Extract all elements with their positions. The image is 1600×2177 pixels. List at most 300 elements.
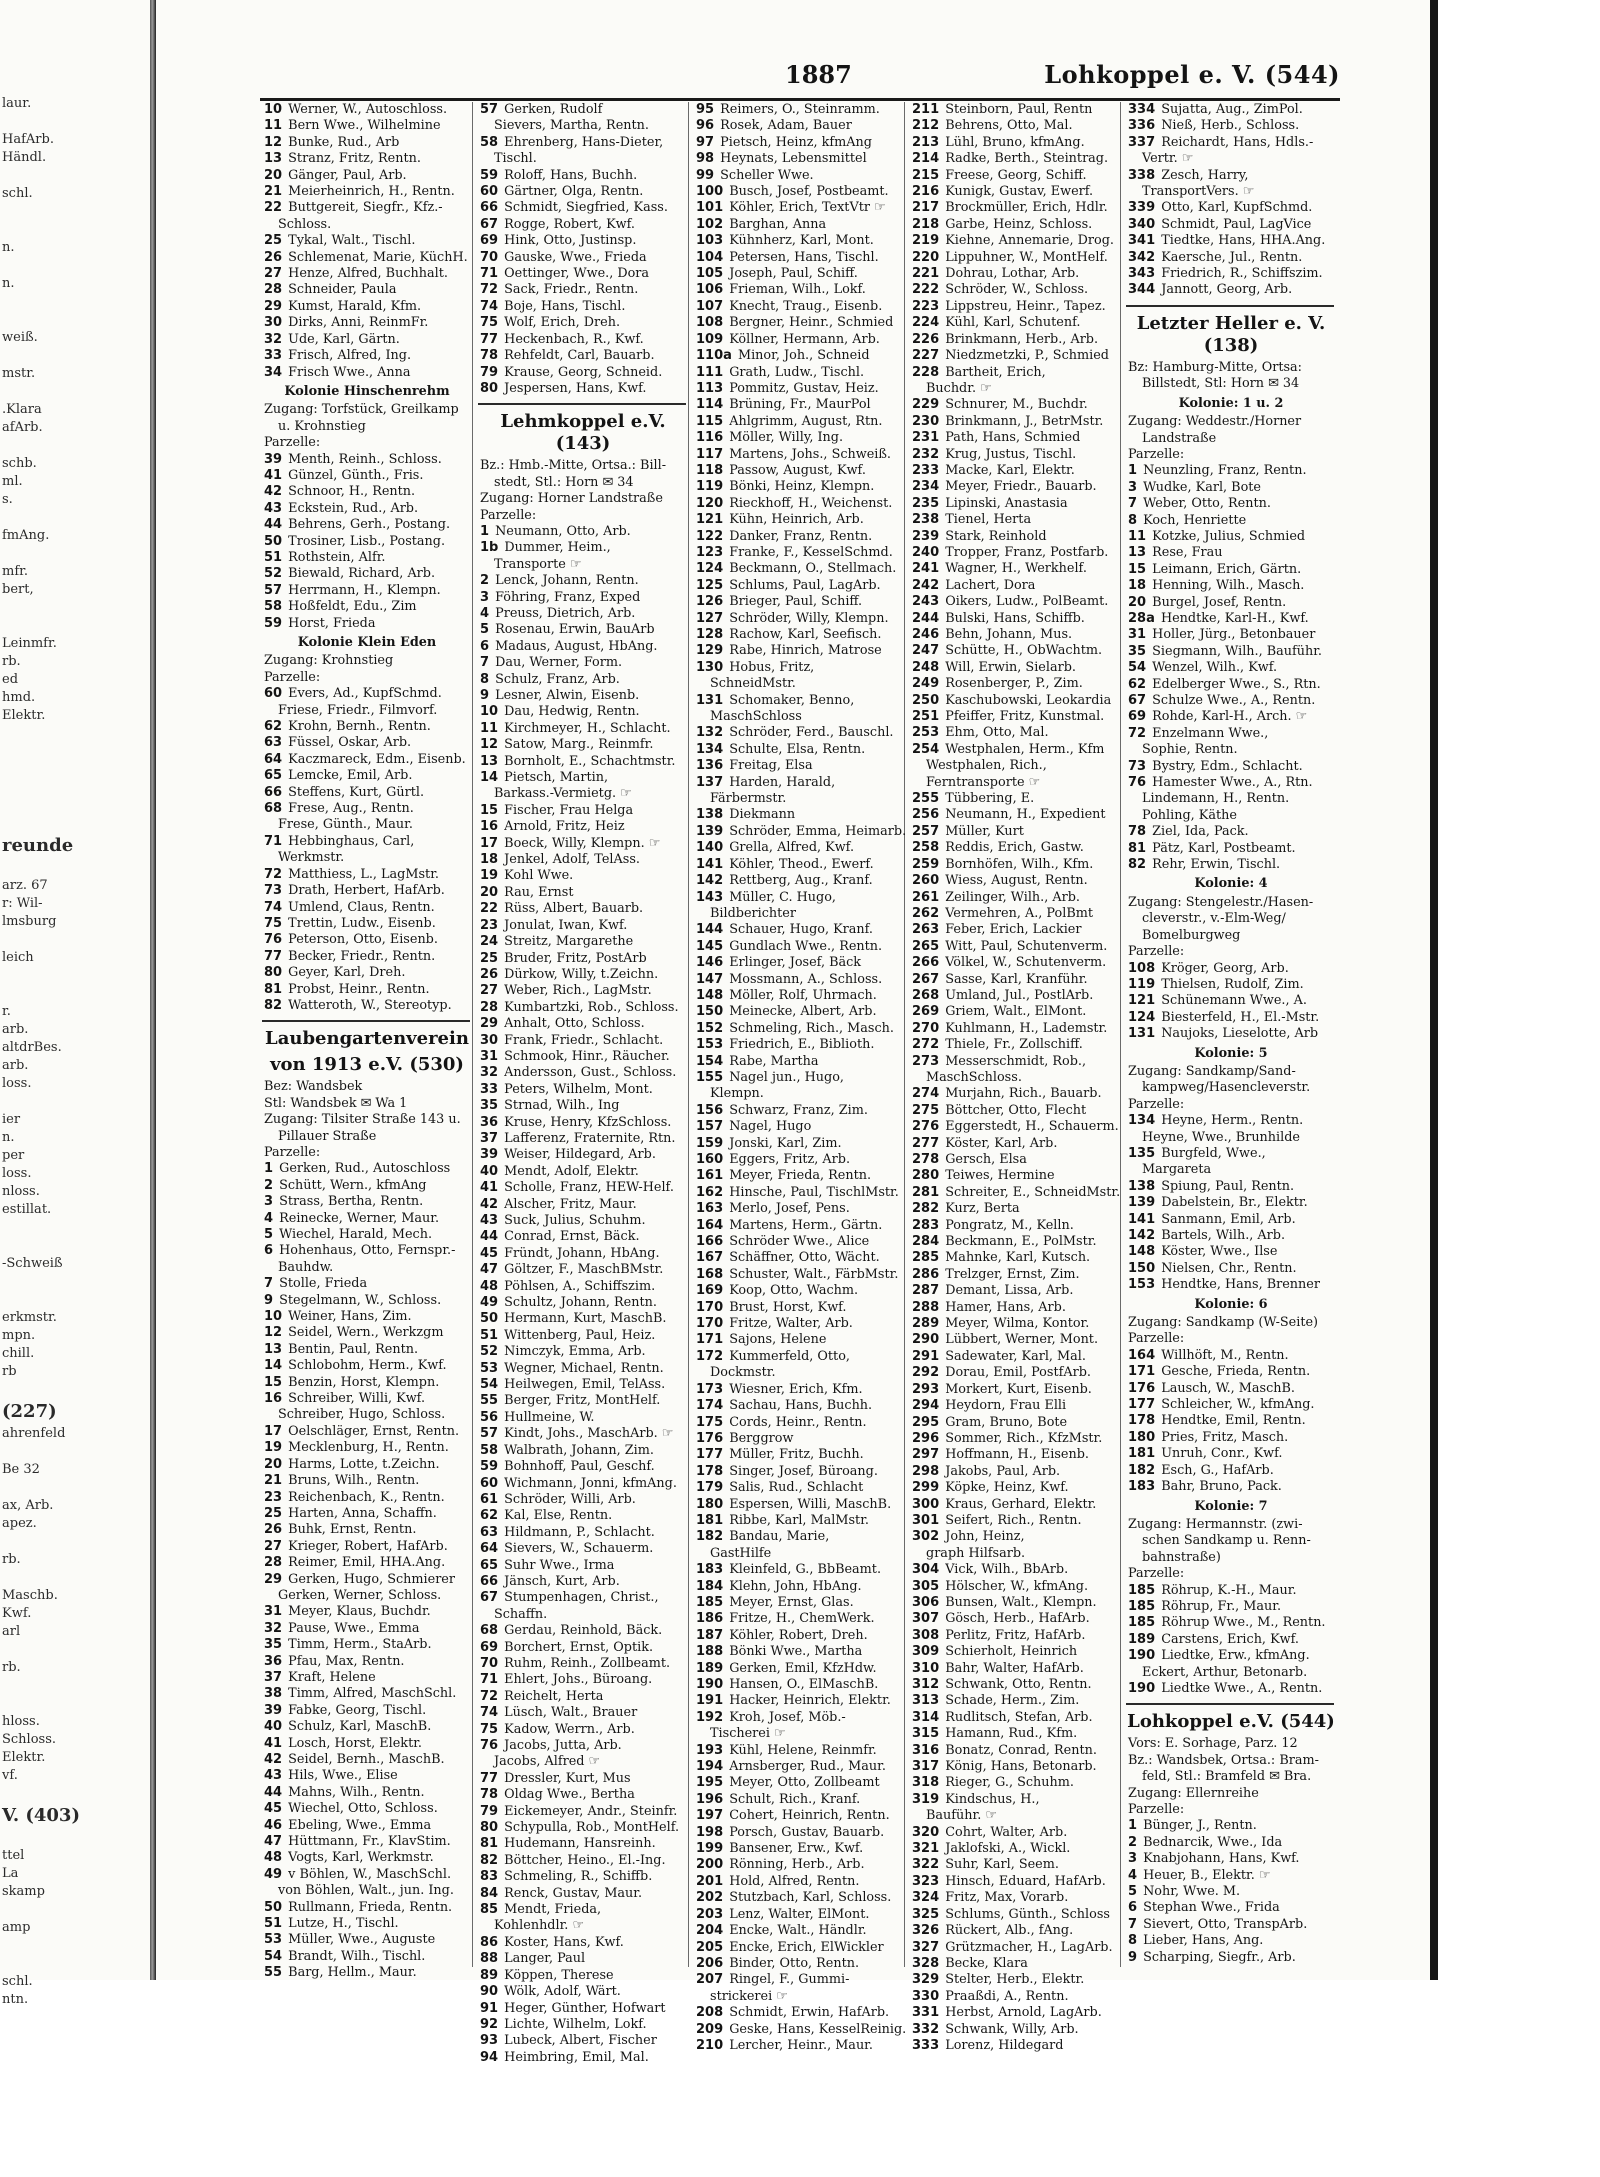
fragment-line: apez. <box>2 1516 37 1531</box>
tenant-text: Salis, Rud., Schlacht <box>725 1480 864 1496</box>
tenant-text: Lercher, Heinr., Maur. <box>725 2037 873 2053</box>
plot-entry <box>478 934 688 950</box>
fragment-line: ier <box>2 1112 21 1127</box>
tenant-text: Hudemann, Hansreinh. <box>500 1836 656 1852</box>
tenant-text: Schneider, Paula <box>284 282 397 298</box>
tenant-text: Nohr, Wwe. M. <box>1139 1884 1241 1900</box>
tenant-text: Schlums, Günth., Schloss <box>941 1906 1110 1922</box>
plot-number: 95 <box>696 102 715 117</box>
plot-entry <box>694 266 904 282</box>
tenant-text: Kummerfeld, Otto, <box>725 1348 850 1364</box>
plot-entry <box>262 501 472 517</box>
tenant-text: Porsch, Gustav, Bauarb. <box>725 1824 885 1840</box>
plot-entry <box>910 791 1120 807</box>
plot-number: 287 <box>912 1283 940 1299</box>
plot-entry <box>910 1579 1120 1595</box>
plot-entry <box>910 1972 1120 1988</box>
plot-number: 8 <box>1128 512 1138 528</box>
plot-entry <box>478 1164 688 1180</box>
plot-entry <box>478 1377 688 1393</box>
tenant-text: Tykal, Walt., Tischl. <box>284 233 416 249</box>
plot-number: 266 <box>912 955 940 971</box>
plot-number: 81 <box>480 1836 499 1852</box>
plot-entry <box>910 627 1120 643</box>
plot-number: 13 <box>480 753 499 769</box>
tenant-text: Rabe, Hinrich, Matrose <box>725 643 882 659</box>
plot-number: 85 <box>480 1902 499 1918</box>
plot-number: 181 <box>696 1512 724 1528</box>
tenant-text: Jänsch, Kurt, Arb. <box>500 1573 620 1589</box>
plot-entry <box>478 1640 688 1656</box>
plot-entry <box>910 1841 1120 1857</box>
plot-number: 176 <box>1128 1380 1156 1396</box>
plot-entry <box>1126 677 1336 693</box>
plot-number: 142 <box>1128 1228 1156 1243</box>
plot-entry <box>694 1562 904 1578</box>
plot-number: 3 <box>1128 479 1138 495</box>
tenant-text: Ahlgrimm, August, Rtn. <box>725 413 883 429</box>
tenant-text: König, Hans, Betonarb. <box>941 1759 1097 1775</box>
tenant-text: Kumbartzki, Rob., Schloss. <box>500 999 679 1015</box>
plot-entry <box>910 840 1120 856</box>
plot-entry <box>910 939 1120 955</box>
plot-entry <box>478 1361 688 1377</box>
fragment-line: schl. <box>2 186 33 201</box>
tenant-text: Hendtke, Emil, Rentn. <box>1157 1413 1306 1429</box>
plot-entry <box>478 1656 688 1672</box>
plot-entry <box>910 1037 1120 1053</box>
tenant-text: Schleicher, W., kfmAng. <box>1157 1397 1315 1413</box>
plot-number: 323 <box>912 1873 940 1889</box>
plot-entry <box>262 452 472 468</box>
tenant-text: Wudke, Karl, Bote <box>1139 479 1262 495</box>
plot-entry <box>910 1103 1120 1119</box>
plot-number: 177 <box>1128 1397 1156 1413</box>
tenant-text: Schütt, Wern., kfmAng <box>275 1177 427 1193</box>
plot-number: 54 <box>480 1377 499 1393</box>
plot-entry <box>910 1267 1120 1283</box>
plot-number: 154 <box>696 1053 724 1069</box>
plot-entry <box>910 250 1120 266</box>
plot-entry <box>478 1295 688 1311</box>
plot-entry <box>262 1375 472 1391</box>
tenant-text: Liedtke Wwe., A., Rentn. <box>1157 1680 1323 1696</box>
plot-number: 138 <box>1128 1178 1156 1194</box>
tenant-text: Pätz, Karl, Postbeamt. <box>1148 840 1296 856</box>
plot-entry <box>910 1300 1120 1316</box>
plot-number: 163 <box>696 1201 724 1217</box>
plot-entry <box>478 1951 688 1967</box>
plot-number: 136 <box>696 758 724 774</box>
tenant-text: Eckstein, Rud., Arb. <box>284 500 419 516</box>
tenant-text: Kunigk, Gustav, Ewerf. <box>941 184 1094 200</box>
fragment-line: schl. <box>2 1974 33 1989</box>
plot-number: 73 <box>1128 758 1147 774</box>
plot-number: 240 <box>912 544 940 560</box>
plot-entry <box>262 1490 472 1506</box>
plot-entry <box>262 1358 472 1374</box>
plot-entry <box>910 1497 1120 1513</box>
entry-continuation: Tischl. <box>494 151 537 167</box>
tenant-text: Stark, Reinhold <box>941 528 1047 544</box>
tenant-text: Buttgereit, Siegfr., Kfz.- <box>284 200 443 216</box>
tenant-text: Merlo, Josef, Pens. <box>725 1201 850 1217</box>
tenant-text: Morkert, Kurt, Eisenb. <box>941 1381 1092 1397</box>
plot-entry <box>262 1325 472 1341</box>
tenant-text: Ziel, Ida, Pack. <box>1148 824 1249 840</box>
tenant-text: Bornhöfen, Wilh., Kfm. <box>941 856 1094 872</box>
tenant-text: Schröder, Willy, Klempn. <box>725 610 889 626</box>
tenant-text: Hamester Wwe., A., Rtn. <box>1148 775 1313 791</box>
plot-entry <box>910 1447 1120 1463</box>
tenant-text: Müller, Fritz, Buchh. <box>725 1447 864 1463</box>
plot-entry <box>262 1309 472 1325</box>
plot-entry <box>478 1197 688 1213</box>
plot-number: 267 <box>912 971 940 987</box>
tenant-text: Knecht, Traug., Eisenb. <box>725 298 883 314</box>
tenant-text: Gauske, Wwe., Frieda <box>500 249 647 265</box>
tenant-text: Minor, Joh., Schneid <box>733 348 870 364</box>
plot-number: 277 <box>912 1135 940 1151</box>
plot-number: 90 <box>480 1984 499 2000</box>
plot-entry <box>694 594 904 610</box>
fragment-line <box>0 985 148 1003</box>
plot-number: 109 <box>696 331 724 347</box>
plot-entry <box>694 1398 904 1414</box>
plot-number: 234 <box>912 479 940 495</box>
tenant-text: Pries, Fritz, Masch. <box>1157 1429 1289 1445</box>
plot-entry <box>478 1558 688 1574</box>
fragment-line: n. <box>2 240 15 255</box>
tenant-text: Bunsen, Walt., Klempn. <box>941 1594 1097 1610</box>
tenant-text: Bern Wwe., Wilhelmine <box>284 118 441 134</box>
association-info: Parzelle: <box>264 669 321 685</box>
tenant-text: Schäffner, Otto, Wächt. <box>725 1250 880 1266</box>
plot-number: 308 <box>912 1627 940 1643</box>
plot-number: 97 <box>696 134 715 150</box>
plot-entry <box>694 1874 904 1890</box>
entry-continuation: Pillauer Straße <box>278 1128 377 1144</box>
tenant-text: Jespersen, Hans, Kwf. <box>500 380 647 396</box>
tenant-text: Beckmann, O., Stellmach. <box>725 561 897 577</box>
tenant-text: Franke, F., KesselSchmd. <box>725 544 893 560</box>
fragment-line <box>0 931 148 949</box>
plot-number: 47 <box>264 1834 283 1850</box>
tenant-text: Enzelmann Wwe., <box>1148 725 1269 741</box>
plot-entry <box>694 1825 904 1841</box>
tenant-text: Günzel, Günth., Fris. <box>284 467 424 483</box>
plot-entry <box>478 1279 688 1295</box>
fragment-line: arb. <box>2 1058 29 1073</box>
plot-number: 284 <box>912 1234 940 1250</box>
tenant-text: Reichardt, Hans, Hdls.- <box>1157 134 1314 150</box>
plot-entry <box>478 1229 688 1245</box>
tenant-text: Schünemann Wwe., A. <box>1157 993 1307 1009</box>
plot-number: 210 <box>696 2037 724 2053</box>
column-1 <box>262 102 473 1981</box>
tenant-text: Jaklofski, A., Wickl. <box>941 1841 1071 1857</box>
plot-entry <box>910 1382 1120 1398</box>
fragment-line: Schloss. <box>2 1732 57 1747</box>
tenant-text: Spiung, Paul, Rentn. <box>1157 1178 1295 1194</box>
plot-number: 307 <box>912 1611 940 1627</box>
plot-entry <box>478 688 688 704</box>
plot-entry <box>478 365 688 381</box>
plot-entry <box>478 622 688 638</box>
plot-number: 273 <box>912 1053 940 1069</box>
plot-entry <box>694 151 904 167</box>
plot-entry <box>910 282 1120 298</box>
plot-entry <box>910 1234 1120 1250</box>
plot-entry <box>1126 1381 1336 1397</box>
tenant-text: Neumann, H., Expedient <box>941 807 1106 823</box>
plot-number: 326 <box>912 1923 940 1939</box>
plot-number: 18 <box>1128 578 1147 594</box>
tenant-text: Köppen, Therese <box>500 1967 614 1983</box>
plot-number: 337 <box>1128 134 1156 150</box>
plot-number: 20 <box>1128 594 1147 610</box>
plot-number: 111 <box>696 364 724 380</box>
plot-entry <box>1126 578 1336 594</box>
plot-entry <box>694 1743 904 1759</box>
plot-entry <box>262 1522 472 1538</box>
plot-entry <box>1126 824 1336 840</box>
plot-entry <box>694 1201 904 1217</box>
plot-number: 7 <box>1128 1916 1138 1932</box>
tenant-text: Feber, Erich, Lackier <box>941 922 1082 938</box>
fragment-line: weiß. <box>2 330 38 345</box>
plot-number: 283 <box>912 1217 940 1233</box>
plot-entry <box>262 1949 472 1965</box>
plot-number: 180 <box>1128 1429 1156 1445</box>
plot-entry <box>262 599 472 615</box>
tenant-text: Kleinfeld, G., BbBeamt. <box>725 1562 882 1578</box>
tenant-text: Sasse, Karl, Kranführ. <box>941 971 1088 987</box>
plot-entry <box>262 916 472 932</box>
plot-number: 35 <box>1128 643 1147 659</box>
tenant-text: Kraus, Gerhard, Elektr. <box>941 1496 1097 1512</box>
plot-number: 36 <box>264 1653 283 1669</box>
plot-number: 62 <box>480 1508 499 1524</box>
tenant-text: Frisch, Alfred, Ing. <box>284 348 412 364</box>
tenant-text: Mecklenburg, H., Rentn. <box>284 1440 449 1456</box>
plot-entry <box>694 2021 907 2038</box>
entry-continuation: Färbermstr. <box>710 791 787 807</box>
plot-number: 58 <box>480 1442 499 1458</box>
plot-number: 94 <box>480 2049 499 2065</box>
tenant-text: Rückert, Alb., fAng. <box>941 1923 1074 1939</box>
plot-number: 126 <box>696 594 724 610</box>
plot-entry <box>694 823 907 840</box>
plot-number: 22 <box>480 901 499 917</box>
plot-number: 47 <box>480 1262 499 1278</box>
tenant-text: Hüttmann, Fr., KlavStim. <box>284 1834 451 1850</box>
plot-number: 2 <box>264 1177 274 1193</box>
fragment-line <box>0 311 148 329</box>
tenant-text: Umland, Jul., PostlArb. <box>941 987 1094 1003</box>
association-info: Zugang: Ellernreihe <box>1128 1785 1259 1801</box>
plot-number: 44 <box>264 1784 283 1800</box>
tenant-text: Hebbinghaus, Carl, <box>284 833 415 849</box>
tenant-text: Köllner, Hermann, Arb. <box>725 331 880 347</box>
plot-number: 177 <box>696 1447 724 1463</box>
tenant-text: Krug, Justus, Tischl. <box>941 446 1077 462</box>
entry-continuation: Klempn. <box>710 1086 764 1102</box>
association-info: Zugang: Hermannstr. (zwi- <box>1128 1516 1303 1532</box>
plot-number: 1 <box>1128 463 1138 479</box>
plot-number: 84 <box>480 1885 499 1901</box>
tenant-text: Stutzbach, Karl, Schloss. <box>725 1890 892 1906</box>
plot-entry <box>262 534 472 550</box>
tenant-text: Vogts, Karl, Werkmstr. <box>284 1850 434 1866</box>
plot-number: 54 <box>264 1948 283 1964</box>
plot-number: 72 <box>480 1688 499 1704</box>
plot-number: 178 <box>1128 1413 1156 1429</box>
plot-entry <box>262 965 472 981</box>
tenant-text: Oikers, Ludw., PolBeamt. <box>941 594 1109 610</box>
tenant-text: Hacker, Heinrich, Elektr. <box>725 1693 891 1709</box>
fragment-line <box>0 761 148 779</box>
plot-entry <box>478 737 688 753</box>
plot-entry <box>478 1804 688 1820</box>
plot-entry <box>694 512 904 528</box>
fragment-line: Elektr. <box>2 1750 46 1765</box>
plot-number: 189 <box>1128 1631 1156 1647</box>
plot-entry <box>694 1693 904 1709</box>
plot-entry <box>262 1719 472 1735</box>
tenant-text: Schlemenat, Marie, KüchH. <box>284 249 468 265</box>
plot-number: 72 <box>1128 725 1147 741</box>
plot-number: 315 <box>912 1726 940 1742</box>
plot-entry <box>910 1119 1120 1135</box>
plot-number: 300 <box>912 1496 940 1512</box>
plot-number: 223 <box>912 298 940 314</box>
tenant-text: Witt, Paul, Schutenverm. <box>941 938 1108 954</box>
plot-number: 39 <box>264 1702 283 1718</box>
plot-number: 49 <box>480 1295 499 1311</box>
tenant-text: Heydorn, Frau Elli <box>941 1398 1067 1414</box>
association-info: Parzelle: <box>1128 1566 1185 1582</box>
plot-entry <box>910 955 1120 971</box>
plot-number: 302 <box>912 1529 940 1545</box>
plot-entry <box>1126 1615 1336 1631</box>
plot-number: 105 <box>696 266 724 282</box>
plot-number: 26 <box>480 966 499 982</box>
plot-number: 79 <box>480 1803 499 1819</box>
tenant-text: Schulz, Franz, Arb. <box>491 671 620 687</box>
tenant-text: Müller, C. Hugo, <box>725 889 836 905</box>
plot-number: 28 <box>264 282 283 298</box>
entry-continuation: Schloss. <box>278 216 332 232</box>
plot-entry <box>910 611 1120 627</box>
plot-number: 59 <box>264 615 283 631</box>
plot-entry <box>694 1611 904 1627</box>
plot-entry <box>478 1115 688 1131</box>
tenant-text: Schultz, Johann, Rentn. <box>500 1295 657 1311</box>
tenant-text: Zeilinger, Wilh., Arb. <box>941 889 1080 905</box>
tenant-text: Schwarz, Franz, Zim. <box>725 1102 868 1118</box>
entry-continuation: TransportVers. ☞ <box>1142 184 1255 200</box>
entry-continuation: Sophie, Rentn. <box>1142 742 1238 758</box>
plot-entry <box>478 1935 688 1951</box>
plot-number: 3 <box>264 1194 274 1210</box>
plot-number: 29 <box>264 298 283 314</box>
plot-entry <box>694 857 904 873</box>
plot-number: 274 <box>912 1086 940 1102</box>
tenant-text: Lenz, Walter, ElMont. <box>725 1906 870 1922</box>
plot-number: 6 <box>480 638 490 654</box>
association-heading: von 1913 e.V. (530) <box>270 1054 464 1076</box>
entry-continuation: Ferntransporte ☞ <box>926 774 1041 790</box>
association-info: Bz: Hamburg-Mitte, Ortsa: <box>1128 359 1302 375</box>
plot-number: 15 <box>264 1374 283 1390</box>
tenant-text: Möller, Willy, Ing. <box>725 430 844 446</box>
tenant-text: Stegelmann, W., Schloss. <box>275 1292 442 1308</box>
plot-entry <box>478 540 688 556</box>
tenant-text: Lorenz, Hildegard <box>941 2037 1064 2053</box>
plot-number: 35 <box>264 1637 283 1653</box>
tenant-text: Jonski, Karl, Zim. <box>725 1135 842 1151</box>
tenant-text: Stephan Wwe., Frida <box>1139 1900 1280 1916</box>
plot-number: 233 <box>912 462 940 478</box>
plot-number: 206 <box>696 1955 724 1971</box>
plot-entry <box>1126 1950 1336 1966</box>
plot-entry <box>910 496 1120 512</box>
colony-heading: Kolonie Hinschenrehm <box>284 383 450 399</box>
tenant-text: Gram, Bruno, Bote <box>941 1414 1068 1430</box>
tenant-text: Krieger, Robert, HafArb. <box>284 1538 448 1554</box>
tenant-text: Langer, Paul <box>500 1951 586 1967</box>
tenant-text: Knabjohann, Hans, Kwf. <box>1139 1851 1300 1867</box>
plot-number: 282 <box>912 1201 940 1217</box>
plot-entry <box>262 801 472 817</box>
plot-entry <box>478 770 688 786</box>
tenant-text: Menth, Reinh., Schloss. <box>284 451 442 467</box>
plot-entry <box>694 873 904 889</box>
entry-continuation: Landstraße <box>1142 430 1217 446</box>
tenant-text: Kaczmareck, Edm., Eisenb. <box>284 751 466 767</box>
plot-entry <box>1126 1583 1336 1599</box>
tenant-text: Benzin, Horst, Klempn. <box>284 1374 440 1390</box>
association-info: Parzelle: <box>1128 1802 1185 1817</box>
plot-entry <box>262 1752 472 1768</box>
tenant-text: Burgel, Josef, Rentn. <box>1148 594 1287 610</box>
plot-entry <box>694 1300 904 1316</box>
plot-number: 118 <box>696 462 724 478</box>
fragment-line <box>0 859 148 877</box>
plot-number: 108 <box>696 315 724 331</box>
plot-entry <box>694 1792 904 1808</box>
tenant-text: Kühn, Heinrich, Arb. <box>725 512 864 528</box>
entry-continuation: Pohling, Käthe <box>1142 807 1237 823</box>
plot-entry <box>694 840 904 856</box>
plot-number: 129 <box>696 643 724 659</box>
fragment-line <box>0 1273 148 1291</box>
tenant-text: Brandt, Wilh., Tischl. <box>284 1948 426 1964</box>
plot-number: 242 <box>912 577 940 593</box>
plot-entry <box>262 1424 472 1440</box>
fragment-line: altdrBes. <box>2 1040 62 1055</box>
tenant-text: Fabke, Georg, Tischl. <box>284 1702 427 1718</box>
plot-entry <box>478 868 688 884</box>
plot-entry <box>262 1604 472 1620</box>
plot-entry <box>478 1787 688 1803</box>
entry-continuation: Sievers, Martha, Rentn. <box>494 118 649 134</box>
plot-entry <box>262 1440 472 1456</box>
tenant-text: Hoßfeldt, Edu., Zim <box>284 599 417 615</box>
plot-number: 53 <box>480 1360 499 1376</box>
plot-entry <box>1126 1364 1336 1380</box>
